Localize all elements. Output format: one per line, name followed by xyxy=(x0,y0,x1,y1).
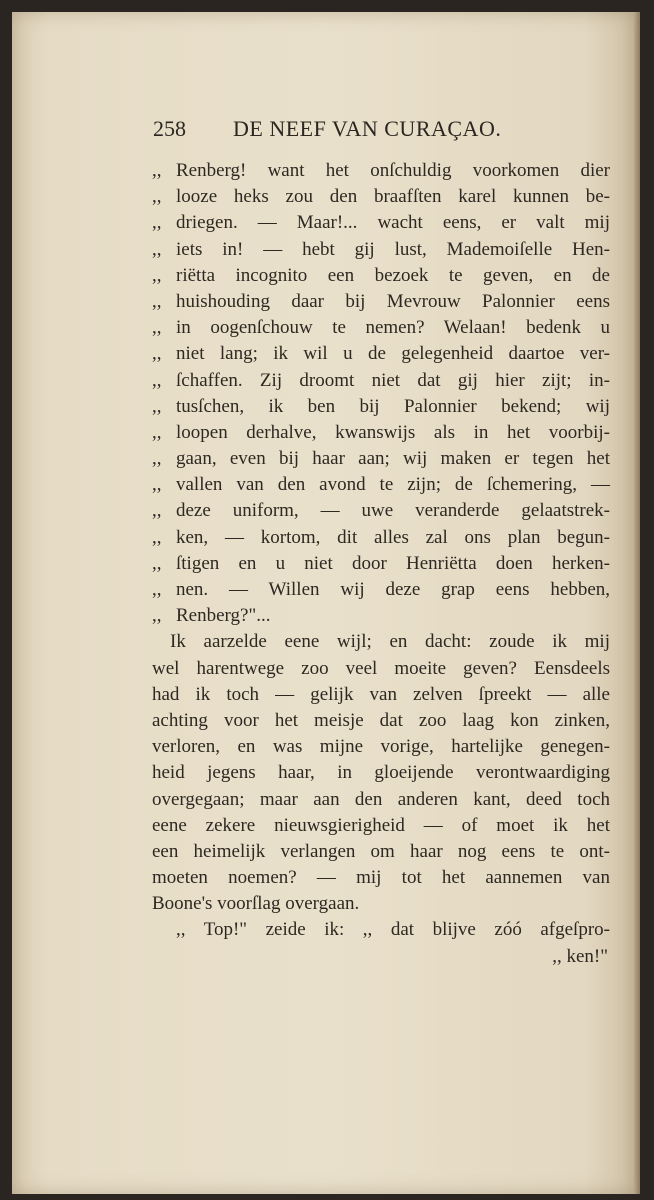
line-text: nen. — Willen wij deze grap eens hebben, xyxy=(176,579,610,600)
line-text: tusſchen, ik ben bij Palonnier bekend; wij xyxy=(176,395,610,417)
line-text: niet lang; ik wil u de gelegenheid daartoe ver- xyxy=(176,343,610,365)
line-text: driegen. — Maar!... wacht eens, er valt mij xyxy=(176,212,610,234)
quote-mark: ,, xyxy=(152,343,162,365)
narrative-line: verloren, en was mijne vorige, hartelijke genegen- xyxy=(152,736,610,758)
quote-mark: ,, xyxy=(152,160,162,181)
quote-mark: ,, xyxy=(152,579,162,600)
narrative-line: had ik toch — gelijk van zelven ſpreekt — alle xyxy=(152,683,610,705)
page-edge xyxy=(634,12,640,1194)
line-text: in oogenſchouw te nemen? Welaan! bedenk u xyxy=(176,317,610,339)
quote-mark: ,, xyxy=(152,605,162,627)
closing-line: ,, Top!" zeide ik: ,, dat blijve zóó afgeſpro- xyxy=(176,919,610,941)
quote-mark: ,, xyxy=(152,212,162,234)
text-line xyxy=(152,237,610,263)
line-text: ken, — kortom, dit alles zal ons plan begun- xyxy=(176,526,610,548)
quote-mark: ,, xyxy=(152,264,162,286)
text-line xyxy=(152,603,610,629)
line-text: riëtta incognito een bezoek te geven, en de xyxy=(176,264,610,286)
line-text: ſchaffen. Zij droomt niet dat gij hier zijt; in- xyxy=(176,369,610,391)
line-text: Renberg! want het onſchuldig voorkomen dier xyxy=(176,160,610,181)
text-line xyxy=(152,498,610,524)
narrative-line: overgegaan; maar aan den anderen kant, deed toch xyxy=(152,788,610,810)
line-text: huishouding daar bij Mevrouw Palonnier eens xyxy=(176,290,610,312)
text-line xyxy=(152,577,610,603)
line-text: vallen van den avond te zijn; de ſchemering, — xyxy=(176,474,610,496)
quote-mark: ,, xyxy=(152,448,162,470)
quote-mark: ,, xyxy=(152,526,162,548)
quote-mark: ,, xyxy=(152,474,162,496)
quote-mark: ,, xyxy=(152,395,162,417)
quote-mark: ,, xyxy=(152,238,162,260)
text-line xyxy=(152,341,610,367)
text-line xyxy=(152,263,610,289)
line-text: iets in! — hebt gij lust, Mademoiſelle Hen- xyxy=(176,238,610,260)
text-block xyxy=(152,158,610,970)
text-line xyxy=(152,315,610,341)
line-text: looze heks zou den braafſten karel kunnen be- xyxy=(176,186,610,208)
page-header xyxy=(153,116,613,144)
text-line xyxy=(152,525,610,551)
line-text: gaan, even bij haar aan; wij maken er tegen het xyxy=(176,448,610,470)
narrative-line: moeten noemen? — mij tot het aannemen van xyxy=(152,867,610,889)
text-line xyxy=(152,446,610,472)
narrative-line: heid jegens haar, in gloeijende verontwaardiging xyxy=(152,762,610,784)
quote-mark: ,, xyxy=(152,500,162,522)
quote-mark: ,, xyxy=(152,552,162,574)
narrative-line: achting voor het meisje dat zoo laag kon zinken, xyxy=(152,709,610,731)
narrative-line: Boone's voorſlag overgaan. xyxy=(152,893,360,915)
running-title: DE NEEF VAN CURAÇAO. xyxy=(233,116,502,141)
narrative-line: Ik aarzelde eene wijl; en dacht: zoude ik mij xyxy=(170,631,610,653)
narrative-line: eene zekere nieuwsgierigheid — of moet ik het xyxy=(152,814,610,836)
text-line xyxy=(152,551,610,577)
line-text: Renberg?"... xyxy=(176,605,271,627)
text-line xyxy=(152,472,610,498)
text-line xyxy=(152,184,610,210)
quote-mark: ,, xyxy=(152,186,162,208)
text-line xyxy=(152,210,610,236)
text-line xyxy=(152,289,610,315)
text-line xyxy=(152,368,610,394)
closing-tail: ,, ken!" xyxy=(552,945,608,967)
line-text: loopen derhalve, kwanswijs als in het voorbij- xyxy=(176,421,610,443)
page-number: 258 xyxy=(153,116,186,141)
text-line xyxy=(152,158,610,184)
text-line xyxy=(152,420,610,446)
line-text: ſtigen en u niet door Henriëtta doen herken- xyxy=(176,552,610,574)
quote-mark: ,, xyxy=(152,369,162,391)
line-text: deze uniform, — uwe veranderde gelaatstrek- xyxy=(176,500,610,522)
narrative-line: een heimelijk verlangen om haar nog eens te ont- xyxy=(152,840,610,862)
quote-mark: ,, xyxy=(152,317,162,339)
quote-mark: ,, xyxy=(152,290,162,312)
text-line xyxy=(152,394,610,420)
quote-mark: ,, xyxy=(152,421,162,443)
narrative-line: wel harentwege zoo veel moeite geven? Eensdeels xyxy=(152,657,610,679)
